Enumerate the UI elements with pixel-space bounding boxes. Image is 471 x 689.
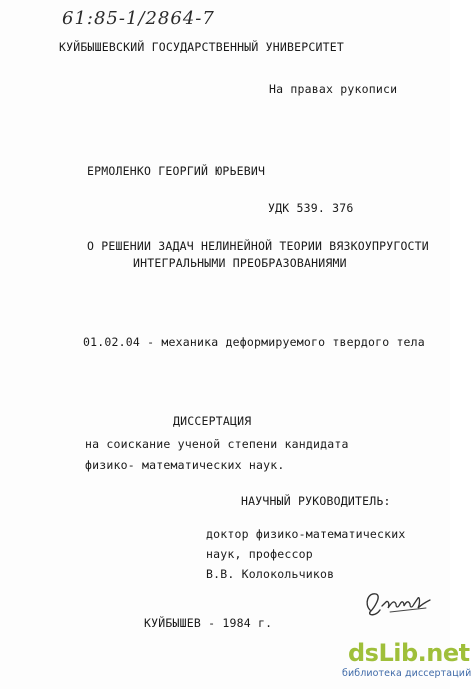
watermark-logo — [348, 640, 470, 666]
dissertation-line-1: на соискание ученой степени кандидата — [85, 437, 349, 451]
watermark-caption: библиотека диссертаций — [342, 668, 471, 679]
university-name: КУЙБЫШЕВСКИЙ ГОСУДАРСТВЕННЫЙ УНИВЕРСИТЕТ — [59, 40, 344, 54]
supervisor-heading: НАУЧНЫЙ РУКОВОДИТЕЛЬ: — [241, 494, 391, 508]
specialty-line: 01.02.04 - механика деформируемого твердого тела — [83, 335, 425, 349]
udc-code: УДК 539. 376 — [268, 201, 354, 215]
title-line-1: О РЕШЕНИИ ЗАДАЧ НЕЛИНЕЙНОЙ ТЕОРИИ ВЯЗКОУПРУГОСТИ — [87, 239, 429, 253]
handwritten-signature — [360, 582, 438, 622]
supervisor-line-2: наук, профессор — [206, 547, 313, 561]
title-line-2: ИНТЕГРАЛЬНЫМИ ПРЕОБРАЗОВАНИЯМИ — [133, 256, 347, 270]
supervisor-name: В.В. Колокольчиков — [206, 567, 335, 581]
city-year: КУЙБЫШЕВ - 1984 г. — [144, 616, 273, 630]
watermark — [342, 639, 471, 684]
dissertation-line-2: физико- математических наук. — [85, 458, 285, 472]
rights-note: На правах рукописи — [269, 82, 398, 96]
watermark-logo-text: dsLib.net — [348, 639, 470, 667]
handwritten-archive-number: 61:85-1/2864-7 — [62, 8, 215, 29]
author-name: ЕРМОЛЕНКО ГЕОРГИЙ ЮРЬЕВИЧ — [87, 164, 266, 178]
dissertation-heading: ДИССЕРТАЦИЯ — [173, 414, 252, 428]
supervisor-line-1: доктор физико-математических — [206, 527, 406, 541]
